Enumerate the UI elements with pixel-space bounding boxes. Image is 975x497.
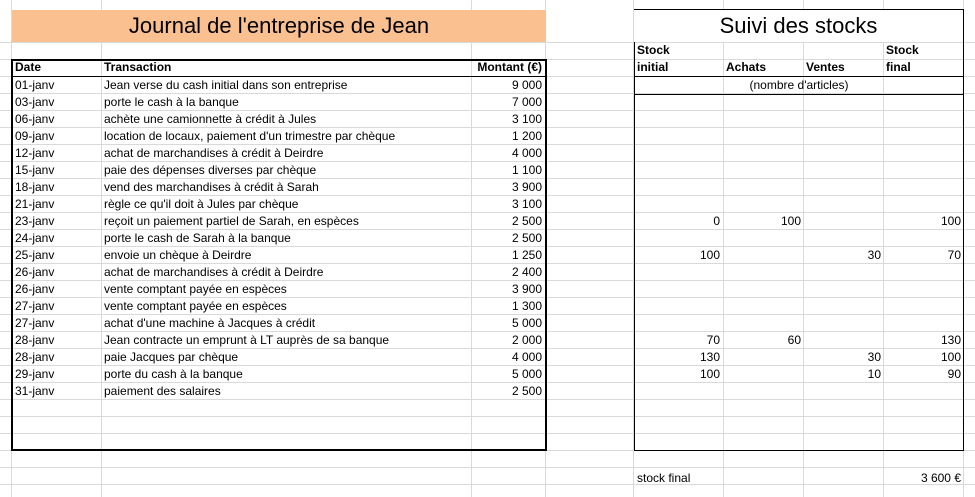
stock-cell-purchases xyxy=(724,366,801,383)
journal-cell-date: 26-janv xyxy=(15,282,55,296)
journal-cell-transaction: location de locaux, paiement d'un trimestre par chèque xyxy=(104,129,396,143)
journal-cell-amount: 1 100 xyxy=(511,163,542,177)
journal-cell-date: 15-janv xyxy=(15,163,55,177)
stock-cell-final xyxy=(884,264,961,281)
stock-cell-sales xyxy=(804,281,881,298)
journal-cell-date: 28-janv xyxy=(15,350,55,364)
stock-cell-initial xyxy=(634,162,720,179)
journal-cell-amount: 2 500 xyxy=(511,231,542,245)
stock-cell-purchases xyxy=(724,298,801,315)
stock-cell-final xyxy=(884,196,961,213)
stock-title: Suivi des stocks xyxy=(634,10,963,42)
stock-cell-final xyxy=(884,162,961,179)
stock-cell-initial xyxy=(634,315,720,332)
journal-cell-date: 23-janv xyxy=(15,214,55,228)
stock-cell-purchases xyxy=(724,349,801,366)
journal-cell-amount: 5 000 xyxy=(511,367,542,381)
stock-final-value: 3 600 € xyxy=(920,471,961,485)
journal-cell-amount: 1 250 xyxy=(511,248,542,262)
stock-cell-sales: 30 xyxy=(867,350,881,364)
journal-cell-transaction: achat de marchandises à crédit à Deirdre xyxy=(104,265,324,279)
stock-cell-purchases xyxy=(724,315,801,332)
stock-cell-initial: 130 xyxy=(699,350,720,364)
stock-cell-initial: 100 xyxy=(699,248,720,262)
journal-cell-amount: 1 300 xyxy=(511,299,542,313)
stock-cell-sales xyxy=(804,230,881,247)
stock-cell-sales: 30 xyxy=(867,248,881,262)
stock-header-purchases: Achats xyxy=(726,60,767,74)
stock-cell-final: 100 xyxy=(940,214,961,228)
journal-cell-transaction: vend des marchandises à crédit à Sarah xyxy=(104,180,319,194)
stock-unit-note: (nombre d'articles) xyxy=(749,78,849,92)
stock-cell-purchases xyxy=(724,196,801,213)
stock-cell-initial: 0 xyxy=(713,214,720,228)
stock-cell-initial: 100 xyxy=(699,367,720,381)
grid-row-line xyxy=(0,484,975,485)
stock-header-initial-line2: initial xyxy=(637,60,669,74)
journal-cell-date: 27-janv xyxy=(15,299,55,313)
journal-cell-amount: 4 000 xyxy=(511,146,542,160)
journal-cell-date: 31-janv xyxy=(15,384,55,398)
journal-header-date: Date xyxy=(15,60,42,74)
stock-cell-final: 70 xyxy=(947,248,961,262)
journal-cell-date: 28-janv xyxy=(15,333,55,347)
stock-cell-purchases xyxy=(724,162,801,179)
journal-cell-amount: 3 900 xyxy=(511,282,542,296)
stock-cell-sales xyxy=(804,213,881,230)
journal-cell-date: 29-janv xyxy=(15,367,55,381)
stock-cell-purchases: 100 xyxy=(780,214,801,228)
stock-header-final-line1: Stock xyxy=(886,43,919,57)
journal-cell-amount: 2 500 xyxy=(511,384,542,398)
stock-unit-divider xyxy=(634,94,964,95)
stock-cell-final xyxy=(884,298,961,315)
stock-cell-sales xyxy=(804,162,881,179)
stock-cell-purchases: 60 xyxy=(787,333,801,347)
stock-cell-initial xyxy=(634,230,720,247)
journal-cell-amount: 3 100 xyxy=(511,197,542,211)
stock-final-label: stock final xyxy=(637,471,691,485)
stock-cell-initial xyxy=(634,179,720,196)
stock-cell-final xyxy=(884,315,961,332)
stock-cell-final xyxy=(884,179,961,196)
journal-cell-transaction: paie des dépenses diverses par chèque xyxy=(104,163,317,177)
stock-cell-final xyxy=(884,230,961,247)
stock-cell-initial xyxy=(634,281,720,298)
journal-cell-transaction: Jean contracte un emprunt à LT auprès de sa banque xyxy=(104,333,390,347)
journal-cell-amount: 2 000 xyxy=(511,333,542,347)
stock-cell-initial xyxy=(634,196,720,213)
journal-cell-date: 18-janv xyxy=(15,180,55,194)
journal-cell-date: 12-janv xyxy=(15,146,55,160)
journal-cell-amount: 5 000 xyxy=(511,316,542,330)
journal-title: Journal de l'entreprise de Jean xyxy=(12,10,546,42)
journal-cell-amount: 7 000 xyxy=(511,95,542,109)
stock-cell-sales xyxy=(804,179,881,196)
stock-cell-final: 130 xyxy=(940,333,961,347)
journal-header-amount: Montant (€) xyxy=(477,60,542,74)
journal-cell-transaction: porte du cash à la banque xyxy=(104,367,243,381)
journal-cell-transaction: achat d'une machine à Jacques à crédit xyxy=(104,316,316,330)
stock-cell-sales xyxy=(804,315,881,332)
stock-header-sales: Ventes xyxy=(806,60,845,74)
journal-cell-amount: 4 000 xyxy=(511,350,542,364)
journal-cell-transaction: paie Jacques par chèque xyxy=(104,350,239,364)
stock-cell-sales xyxy=(804,332,881,349)
stock-cell-purchases xyxy=(724,247,801,264)
journal-cell-transaction: règle ce qu'il doit à Jules par chèque xyxy=(104,197,299,211)
journal-cell-amount: 3 100 xyxy=(511,112,542,126)
journal-cell-transaction: porte le cash à la banque xyxy=(104,95,239,109)
stock-cell-purchases xyxy=(724,264,801,281)
stock-cell-purchases xyxy=(724,179,801,196)
grid-row-line xyxy=(0,467,975,468)
stock-cell-final xyxy=(884,145,961,162)
journal-cell-transaction: vente comptant payée en espèces xyxy=(104,282,287,296)
journal-cell-amount: 1 200 xyxy=(511,129,542,143)
journal-cell-date: 06-janv xyxy=(15,112,55,126)
journal-cell-amount: 3 900 xyxy=(511,180,542,194)
journal-cell-transaction: achat de marchandises à crédit à Deirdre xyxy=(104,146,324,160)
journal-cell-transaction: reçoit un paiement partiel de Sarah, en espèces xyxy=(104,214,359,228)
journal-cell-date: 27-janv xyxy=(15,316,55,330)
journal-cell-amount: 9 000 xyxy=(511,78,542,92)
stock-cell-final: 100 xyxy=(940,350,961,364)
stock-cell-final xyxy=(884,281,961,298)
stock-cell-sales xyxy=(804,298,881,315)
journal-cell-date: 21-janv xyxy=(15,197,55,211)
journal-cell-amount: 2 500 xyxy=(511,214,542,228)
stock-cell-purchases xyxy=(724,281,801,298)
journal-cell-date: 25-janv xyxy=(15,248,55,262)
journal-cell-amount: 2 400 xyxy=(511,265,542,279)
journal-header-transaction: Transaction xyxy=(104,60,172,74)
stock-cell-sales: 10 xyxy=(867,367,881,381)
stock-cell-initial xyxy=(634,298,720,315)
stock-cell-initial xyxy=(634,145,720,162)
journal-cell-transaction: Jean verse du cash initial dans son entreprise xyxy=(104,78,348,92)
stock-cell-sales xyxy=(804,145,881,162)
stock-cell-sales xyxy=(804,196,881,213)
journal-cell-date: 26-janv xyxy=(15,265,55,279)
journal-cell-transaction: envoie un chèque à Deirdre xyxy=(104,248,252,262)
stock-cell-initial: 70 xyxy=(706,333,720,347)
stock-cell-purchases xyxy=(724,145,801,162)
journal-cell-transaction: paiement des salaires xyxy=(104,384,221,398)
stock-cell-sales xyxy=(804,264,881,281)
journal-cell-date: 01-janv xyxy=(15,78,55,92)
stock-cell-initial xyxy=(634,264,720,281)
journal-cell-date: 24-janv xyxy=(15,231,55,245)
journal-cell-date: 03-janv xyxy=(15,95,55,109)
journal-cell-date: 09-janv xyxy=(15,129,55,143)
journal-cell-transaction: achète une camionnette à crédit à Jules xyxy=(104,112,317,126)
stock-cell-purchases xyxy=(724,230,801,247)
stock-header-final-line2: final xyxy=(886,60,911,74)
stock-header-initial-line1: Stock xyxy=(637,43,670,57)
journal-cell-transaction: vente comptant payée en espèces xyxy=(104,299,287,313)
stock-cell-final: 90 xyxy=(947,367,961,381)
journal-cell-transaction: porte le cash de Sarah à la banque xyxy=(104,231,291,245)
